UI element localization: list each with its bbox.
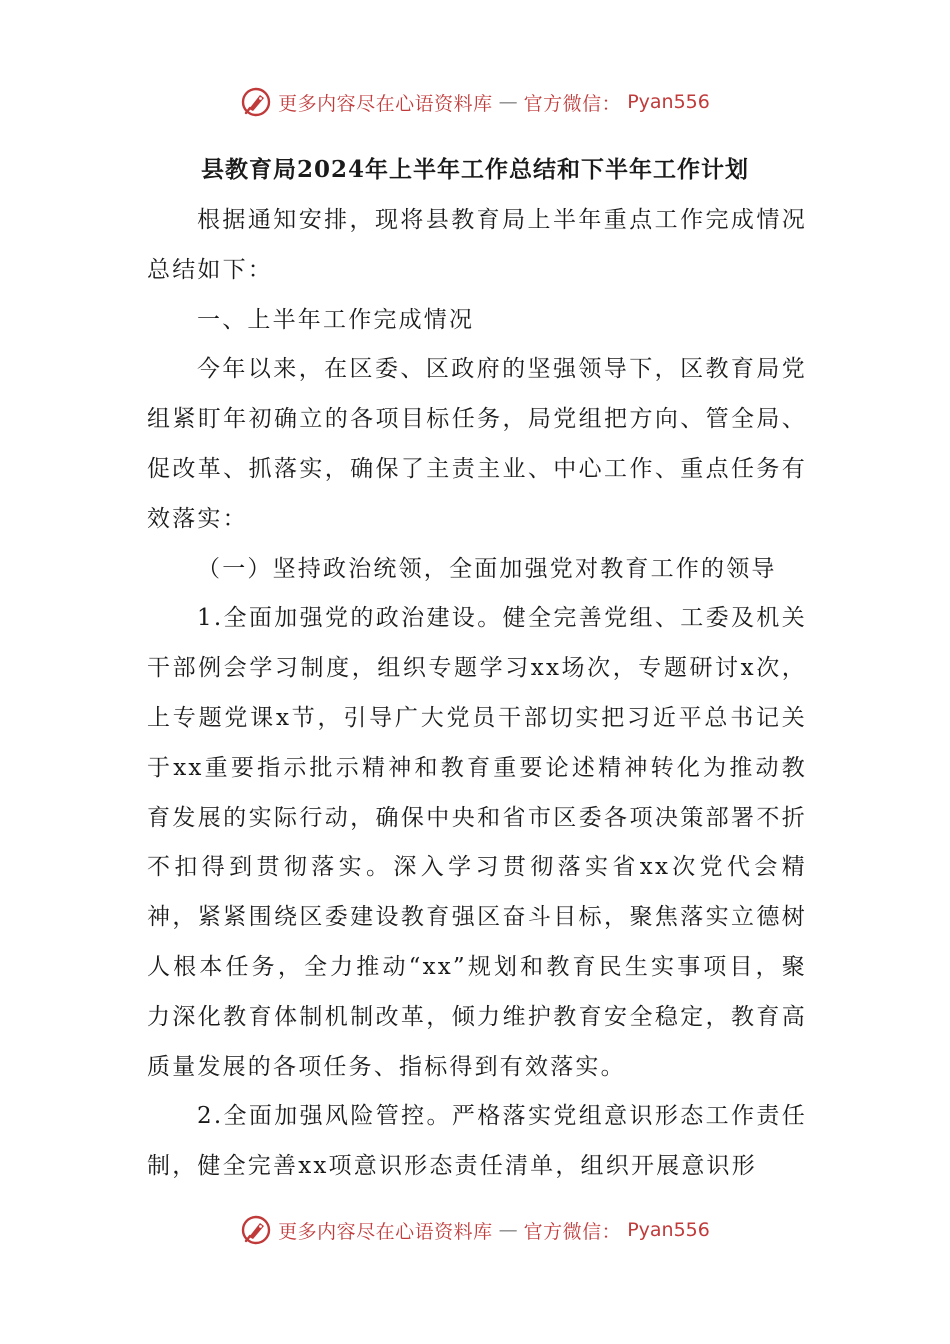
heading-section-1: 一、上半年工作完成情况 — [197, 306, 475, 333]
watermark-separator: — — [498, 1219, 518, 1241]
paragraph-overview: 今年以来，在区委、区政府的坚强领导下，区教育局党组紧盯年初确立的各项目标任务，局党组把方向、管全局、促改革、抓落实，确保了主责主业、中心工作、重点任务有效落实： — [147, 356, 807, 532]
watermark-separator: — — [498, 91, 518, 113]
watermark-label: 官方微信： — [523, 92, 622, 115]
paragraph-item-2: 2.全面加强风险管控。严格落实党组意识形态工作责任制，健全完善xx项意识形态责任清单，组织开展意识形 — [147, 1103, 807, 1180]
watermark-label: 官方微信： — [523, 1220, 622, 1243]
footer-watermark — [0, 1210, 950, 1250]
watermark-account: Pyan556 — [627, 1219, 710, 1241]
document-title: 县教育局2024年上半年工作总结和下半年工作计划 — [200, 156, 749, 183]
paragraph-item-1: 1.全面加强党的政治建设。健全完善党组、工委及机关干部例会学习制度，组织专题学习xx场次，专题研讨x次，上专题党课x节，引导广大党员干部切实把习近平总书记关于xx重要指示批示精神和教育重要论述精神转化为推动教育发展的实际行动，确保中央和省市区委各项决策部署不折不扣得到贯彻落实。深入学习贯彻落实省xx次党代会精神，紧紧围绕区委建设教育强区奋斗目标，聚焦落实立德树人根本任务，全力推动“xx”规划和教育民生实事项目，聚力深化教育体制机制改革，倾力维护教育安全稳定，教育高质量发展的各项任务、指标得到有效落实。 — [147, 605, 807, 1080]
paragraph-intro: 根据通知安排，现将县教育局上半年重点工作完成情况总结如下： — [147, 207, 807, 283]
document-body — [147, 196, 807, 1192]
heading-subsection-1: （一）坚持政治统领，全面加强党对教育工作的领导 — [197, 555, 777, 582]
pen-nib-logo-icon — [240, 86, 272, 118]
watermark-text: 更多内容尽在心语资料库 — [278, 1220, 493, 1243]
pen-nib-logo-icon — [240, 1214, 272, 1246]
header-watermark — [0, 82, 950, 122]
watermark-text: 更多内容尽在心语资料库 — [278, 92, 493, 115]
watermark-account: Pyan556 — [627, 91, 710, 113]
